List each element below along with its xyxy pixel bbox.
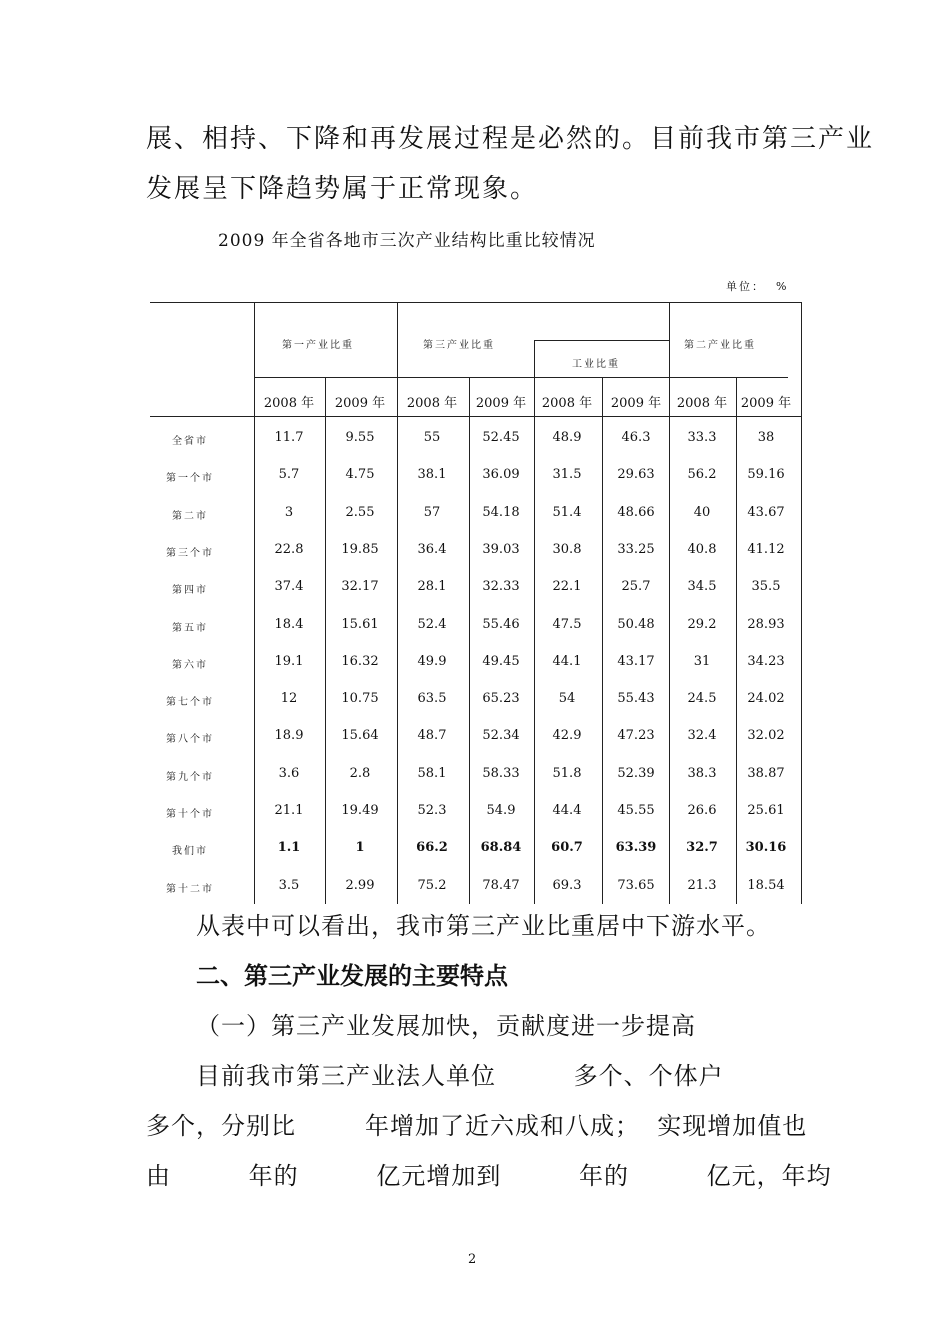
table-cell: 4.75	[345, 467, 375, 482]
table-cell: 37.4	[274, 579, 304, 594]
table-cell: 1.1	[277, 840, 301, 855]
row-label: 第二市	[172, 511, 208, 522]
year-header: 2008 年	[676, 396, 728, 411]
table-cell: 32.7	[686, 840, 718, 855]
table-cell: 57	[423, 505, 441, 520]
table-cell: 48.7	[417, 728, 447, 743]
table-cell: 43.17	[617, 654, 655, 669]
body-line-2: 多个，分别比 年增加了近六成和八成； 实现增加值也	[146, 1112, 808, 1140]
table-cell: 66.2	[416, 840, 448, 855]
table-cell: 24.02	[747, 691, 785, 706]
table-cell: 10.75	[341, 691, 379, 706]
table-cell: 28.1	[417, 579, 447, 594]
table-cell: 52.3	[417, 803, 447, 818]
table-cell: 68.84	[480, 840, 522, 855]
table-cell: 22.1	[552, 579, 582, 594]
table-cell: 54.9	[486, 803, 516, 818]
table-cell: 25.7	[621, 579, 651, 594]
table-cell: 47.23	[617, 728, 655, 743]
table-cell: 25.61	[747, 803, 785, 818]
year-header: 2008 年	[541, 396, 593, 411]
row-label: 第六市	[172, 660, 208, 671]
table-cell: 39.03	[482, 542, 520, 557]
table-cell: 42.9	[552, 728, 582, 743]
table-cell: 28.93	[747, 617, 785, 632]
subsection-heading: （一）第三产业发展加快，贡献度进一步提高	[196, 1012, 696, 1040]
intro-line-2: 发展呈下降趋势属于正常现象。	[146, 174, 539, 204]
table-cell: 36.09	[482, 467, 520, 482]
table-cell: 78.47	[482, 878, 520, 893]
table-cell: 54.18	[482, 505, 520, 520]
table-cell: 75.2	[417, 878, 447, 893]
table-title: 2009 年全省各地市三次产业结构比重比较情况	[218, 231, 596, 251]
table-cell: 44.4	[552, 803, 582, 818]
year-header: 2009 年	[610, 396, 662, 411]
year-header: 2009 年	[740, 396, 792, 411]
table-cell: 49.9	[417, 654, 447, 669]
table-cell: 34.23	[747, 654, 785, 669]
table-cell: 55.43	[617, 691, 655, 706]
table-cell: 43.67	[747, 505, 785, 520]
row-label: 第三个市	[166, 548, 214, 559]
table-cell: 52.45	[482, 430, 520, 445]
table-cell: 34.5	[687, 579, 717, 594]
table-cell: 31.5	[552, 467, 582, 482]
table-cell: 21.3	[687, 878, 717, 893]
page-number: 2	[468, 1252, 477, 1267]
table-cell: 55	[423, 430, 441, 445]
table-cell: 32.33	[482, 579, 520, 594]
table-cell: 19.1	[274, 654, 304, 669]
table-cell: 3	[284, 505, 294, 520]
year-header: 2009 年	[334, 396, 386, 411]
table-cell: 2.99	[345, 878, 375, 893]
table-cell: 55.46	[482, 617, 520, 632]
table-cell: 73.65	[617, 878, 655, 893]
row-label: 第十个市	[166, 809, 214, 820]
year-header: 2008 年	[406, 396, 458, 411]
table-cell: 52.39	[617, 766, 655, 781]
table-cell: 29.63	[617, 467, 655, 482]
year-header: 2009 年	[475, 396, 527, 411]
table-cell: 19.85	[341, 542, 379, 557]
table-cell: 22.8	[274, 542, 304, 557]
table-cell: 18.54	[747, 878, 785, 893]
table-cell: 1	[355, 840, 365, 855]
table-cell: 16.32	[341, 654, 379, 669]
table-cell: 21.1	[274, 803, 304, 818]
table-unit: 单位： %	[726, 280, 789, 293]
year-header: 2008 年	[263, 396, 315, 411]
table-cell: 54	[558, 691, 576, 706]
table-cell: 63.5	[417, 691, 447, 706]
group-header-primary: 第一产业比重	[282, 340, 354, 351]
row-label: 第一个市	[166, 473, 214, 484]
table-cell: 40	[693, 505, 711, 520]
table-cell: 48.9	[552, 430, 582, 445]
table-cell: 30.8	[552, 542, 582, 557]
table-cell: 2.8	[349, 766, 371, 781]
row-label: 第十二市	[166, 884, 214, 895]
table-cell: 40.8	[687, 542, 717, 557]
table-cell: 56.2	[687, 467, 717, 482]
table-cell: 58.33	[482, 766, 520, 781]
table-cell: 18.4	[274, 617, 304, 632]
table-cell: 15.61	[341, 617, 379, 632]
table-cell: 46.3	[621, 430, 651, 445]
table-cell: 52.4	[417, 617, 447, 632]
table-cell: 45.55	[617, 803, 655, 818]
table-cell: 30.16	[745, 840, 787, 855]
table-cell: 5.7	[278, 467, 300, 482]
sub-header-industry: 工业比重	[572, 359, 620, 370]
table-cell: 18.9	[274, 728, 304, 743]
table-cell: 19.49	[341, 803, 379, 818]
row-label: 第七个市	[166, 697, 214, 708]
table-cell: 24.5	[687, 691, 717, 706]
row-label: 第九个市	[166, 772, 214, 783]
table-cell: 38.1	[417, 467, 447, 482]
table-cell: 3.6	[278, 766, 300, 781]
row-label: 我们市	[172, 846, 208, 857]
row-label: 第四市	[172, 585, 208, 596]
table-cell: 33.3	[687, 430, 717, 445]
table-cell: 38.3	[687, 766, 717, 781]
table-cell: 58.1	[417, 766, 447, 781]
section-heading: 二、第三产业发展的主要特点	[196, 962, 508, 990]
table-cell: 65.23	[482, 691, 520, 706]
table-cell: 32.4	[687, 728, 717, 743]
table-cell: 3.5	[278, 878, 300, 893]
table-cell: 12	[280, 691, 298, 706]
table-cell: 36.4	[417, 542, 447, 557]
table-cell: 38	[757, 430, 775, 445]
table-cell: 11.7	[274, 430, 304, 445]
table-cell: 33.25	[617, 542, 655, 557]
row-label: 全省市	[172, 436, 208, 447]
table-cell: 38.87	[747, 766, 785, 781]
table-cell: 49.45	[482, 654, 520, 669]
table-cell: 41.12	[747, 542, 785, 557]
table-cell: 2.55	[345, 505, 375, 520]
table-cell: 35.5	[751, 579, 781, 594]
table-cell: 59.16	[747, 467, 785, 482]
table-cell: 69.3	[552, 878, 582, 893]
table-cell: 63.39	[615, 840, 657, 855]
table-cell: 47.5	[552, 617, 582, 632]
table-cell: 44.1	[552, 654, 582, 669]
table-cell: 51.8	[552, 766, 582, 781]
group-header-secondary: 第二产业比重	[684, 340, 756, 351]
table-cell: 32.17	[341, 579, 379, 594]
table-cell: 48.66	[617, 505, 655, 520]
table-cell: 31	[693, 654, 711, 669]
table-cell: 9.55	[345, 430, 375, 445]
row-label: 第八个市	[166, 734, 214, 745]
table-cell: 15.64	[341, 728, 379, 743]
group-header-tertiary: 第三产业比重	[423, 340, 495, 351]
table-cell: 32.02	[747, 728, 785, 743]
table-cell: 51.4	[552, 505, 582, 520]
table-cell: 26.6	[687, 803, 717, 818]
table-cell: 52.34	[482, 728, 520, 743]
table-cell: 60.7	[551, 840, 583, 855]
table-cell: 29.2	[687, 617, 717, 632]
body-line-1: 目前我市第三产业法人单位 多个、个体户	[196, 1062, 724, 1090]
after-table-sentence: 从表中可以看出，我市第三产业比重居中下游水平。	[196, 912, 771, 940]
table-cell: 50.48	[617, 617, 655, 632]
row-label: 第五市	[172, 623, 208, 634]
body-line-3: 由 年的 亿元增加到 年的 亿元，年均	[146, 1162, 832, 1190]
intro-line-1: 展、相持、下降和再发展过程是必然的。目前我市第三产业	[146, 124, 875, 154]
